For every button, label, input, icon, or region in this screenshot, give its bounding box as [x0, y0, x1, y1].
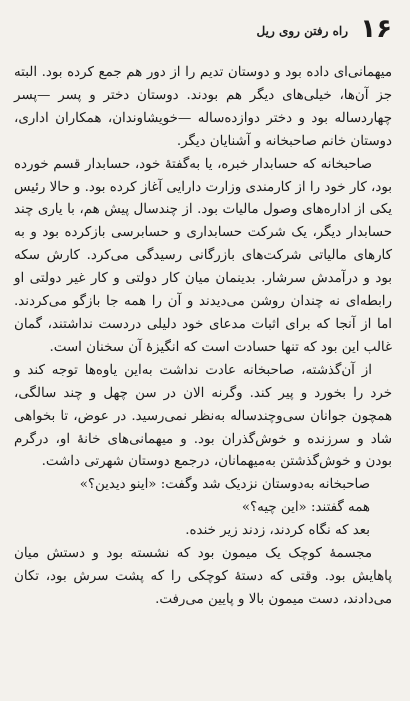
- page-header: [14, 14, 392, 44]
- paragraph-4: مجسمهٔ کوچک یک میمون بود که نشسته بود و دستش میان پاهایش بود. وقتی که دستهٔ کوچکی را که پشت سرش بود، تکان می‌دادند، دست میمون بالا و پایین می‌رفت.: [14, 546, 392, 607]
- paragraph-1: میهمانی‌ای داده بود و دوستان تدیم را از دور هم جمع کرده بود. البته جز آن‌ها، خیلی‌های دیگر هم بودند. دوستان دختر و پسر —پسر چهاردساله بود و دختر دوازده‌ساله —خویشاوندان، همکاران اداری، دوستان خانم صاحبخانه و آشنایان دیگر.: [14, 65, 392, 149]
- body-text: [14, 62, 392, 612]
- paragraph-2: صاحبخانه که حسابدار خبره، یا به‌گفتهٔ خود، حسابدار قسم خورده بود، کار خود را از کارمندی وزارت دارایی آغاز کرده بود. و حالا رئیس یکی از اداره‌های وصول مالیات بود. از چندسال پیش هم، با یاری چند حسابدار دیگر، یک شرکت حسابداری و حسابرسی بازکرده بود و به کارهای مالیاتی شرکت‌های بازرگانی رسیدگی می‌کرد. کارش سکه بود و درآمدش سرشار. بدینمان میان کار دولتی و کار غیر دولتی او رابطه‌ای نه چندان روشن می‌دیدند و آن را همه جا بازگو می‌کردند. اما از آنجا که برای اثبات مدعای خود دلیلی دردست نداشتند، گمان غالب این بود که تنها حسادت است که انگیزهٔ آن سخنان است.: [14, 156, 392, 355]
- dialogue-line-1: صاحبخانه به‌دوستان نزدیک شد وگفت: «اینو دیدین؟»: [79, 477, 370, 493]
- dialogue-line-3: بعد که نگاه کردند، زدند زیر خنده.: [185, 523, 370, 539]
- paragraph-3: از آن‌گذشته، صاحبخانه عادت نداشت به‌این یاوه‌ها توجه کند و خرد را بخورد و پیر کند. وگرنه الان در سن چهل و چند سالگی، همچون جوانان سی‌وچندساله به‌نظر نمی‌رسید. در عوض، تا بخواهی شاد و سرزنده و خوش‌گذران بود. و میهمانی‌های خانهٔ او، درگرم بودن و خوش‌گذشتن به‌میهمانان، درجمع دوستان شهرتی داشت.: [14, 362, 392, 470]
- running-title: راه رفتن روی ریل: [256, 24, 348, 38]
- dialogue-line-2: همه گفتند: «این چیه؟»: [241, 500, 370, 516]
- page-number: ۱۶: [360, 14, 392, 44]
